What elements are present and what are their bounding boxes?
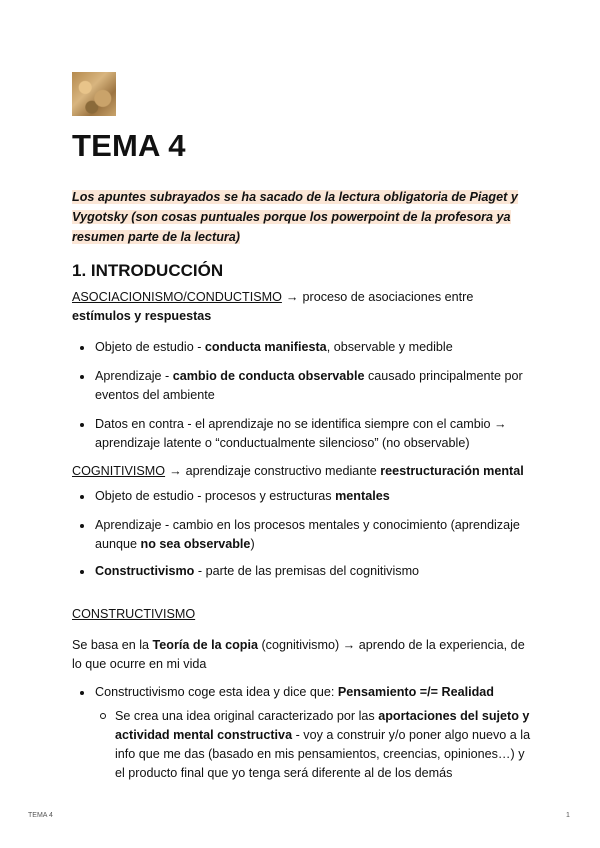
- bullet-bold: mentales: [335, 489, 390, 503]
- asociacionismo-label: ASOCIACIONISMO/CONDUCTISMO: [72, 290, 282, 304]
- asociacionismo-bold: estímulos y respuestas: [72, 309, 212, 323]
- sub-bullet-bold: aportaciones del sujeto y actividad mental constructiva: [115, 709, 530, 742]
- asociacionismo-text: proceso de asociaciones entre: [302, 290, 474, 304]
- intro-note-text: Los apuntes subrayados se ha sacado de la lectura obligatoria de Piaget y Vygotsky (son cosas puntuales porque los powerpoint de la profesora ya resumen parte de la lectura): [72, 190, 518, 244]
- cognitivismo-label: COGNITIVISMO: [72, 464, 166, 478]
- list-item: [72, 516, 532, 554]
- cover-image: [72, 72, 116, 116]
- bullet-text: Objeto de estudio - procesos y estructuras: [95, 489, 336, 503]
- page-title: TEMA 4: [72, 128, 186, 163]
- bullet-text: Objeto de estudio -: [95, 340, 205, 354]
- paragraph-text: (cognitivismo) → aprendo de la experiencia, de lo que ocurre en mi vida: [72, 638, 525, 671]
- bullet-text: Aprendizaje - cambio en los procesos mentales y conocimiento (aprendizaje aunque: [95, 518, 520, 551]
- bullet-text: , observable y medible: [326, 340, 453, 354]
- bullet-text: causado principalmente por eventos del ambiente: [95, 369, 523, 402]
- sub-bullet-text: Se crea una idea original caracterizado por las: [115, 709, 379, 723]
- list-item: [72, 683, 532, 783]
- list-item: [72, 562, 532, 581]
- asociacionismo-intro: [72, 288, 532, 326]
- bullet-bold: conducta manifiesta: [204, 340, 327, 354]
- arrow: →: [285, 290, 299, 304]
- bullet-bold: Constructivismo: [95, 564, 195, 578]
- bullet-text: - parte de las premisas del cognitivismo: [194, 564, 420, 578]
- asociacionismo-block: [72, 288, 532, 459]
- bullet-text: Datos en contra - el aprendizaje no se identifica siempre con el cambio → aprendizaje latente o “conductualmente silencioso” (no observable): [95, 417, 507, 450]
- cognitivismo-list: [72, 487, 532, 581]
- constructivismo-label: CONSTRUCTIVISMO: [72, 607, 196, 621]
- sub-bullet-text: - voy a construir y/o poner algo nuevo a la info que me das (basado en mis pensamientos, creencias, opiniones…) y el producto final que yo tenga será diferente al de los demás: [115, 728, 531, 780]
- constructivismo-list: [72, 683, 532, 783]
- arrow: →: [169, 464, 182, 478]
- cognitivismo-intro: [72, 462, 532, 481]
- cognitivismo-block: [72, 462, 532, 587]
- list-item: [72, 415, 532, 453]
- bullet-bold: cambio de conducta observable: [172, 369, 365, 383]
- section-heading: 1. INTRODUCCIÓN: [72, 261, 224, 280]
- paragraph-text: Se basa en la: [72, 638, 150, 652]
- paragraph-bold: Teoría de la copia: [152, 638, 258, 652]
- list-item: [72, 338, 532, 357]
- bullet-bold: no sea observable: [140, 537, 251, 551]
- bullet-text: Constructivismo coge esta idea y dice que:: [95, 685, 338, 699]
- bullet-bold: Pensamiento =/= Realidad: [337, 685, 494, 699]
- constructivismo-paragraph: [72, 636, 532, 674]
- page-number: 1: [566, 812, 570, 819]
- list-item: [72, 367, 532, 405]
- sub-list-item: [95, 707, 532, 783]
- cognitivismo-text: aprendizaje constructivo mediante: [185, 464, 377, 478]
- constructivismo-block: [72, 605, 532, 789]
- asociacionismo-list: [72, 338, 532, 453]
- bullet-text: Aprendizaje -: [95, 369, 173, 383]
- list-item: [72, 487, 532, 506]
- intro-note: [72, 187, 532, 247]
- bullet-text: ): [250, 537, 255, 551]
- constructivismo-sublist: [95, 707, 532, 783]
- footer-title: TEMA 4: [28, 812, 53, 819]
- cognitivismo-bold: reestructuración mental: [380, 464, 524, 478]
